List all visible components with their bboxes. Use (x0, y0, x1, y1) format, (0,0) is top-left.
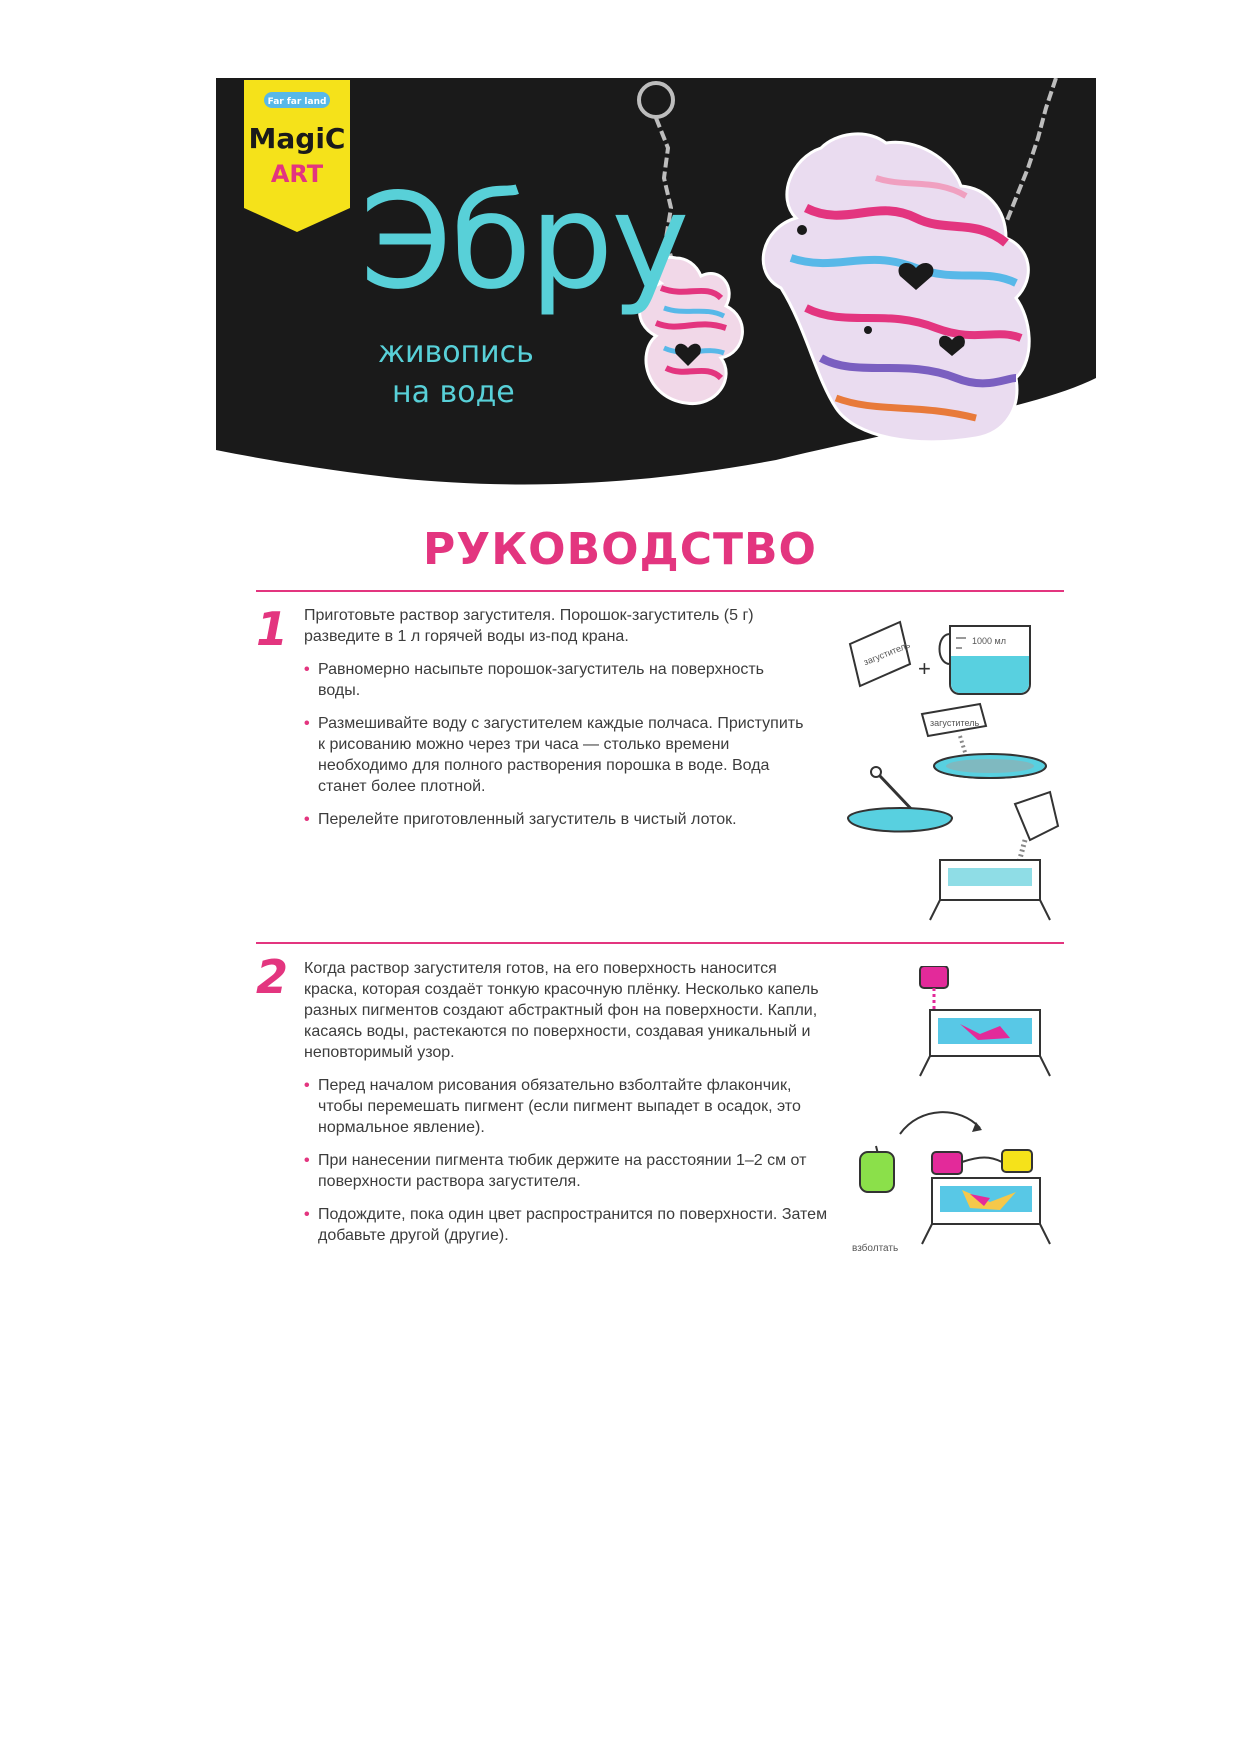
logo-magic-text: MagiC (248, 122, 346, 155)
step-1-number: 1 (256, 602, 289, 656)
guide-title: РУКОВОДСТВО (423, 524, 817, 575)
step-1-bullets (304, 659, 804, 830)
svg-text:+: + (918, 656, 931, 681)
subtitle-line-2: на воде (392, 375, 515, 410)
step-2-intro: Когда раствор загустителя готов, на его поверхность наносится краска, которая создаёт тонкую красочную плёнку. Несколько капель разных пигментов создают абстрактный фон на поверхности. Капли, касаясь воды, растекаются по поверхности, создавая уникальный и неповторимый узор. (304, 960, 819, 1061)
logo-art-text: ART (270, 160, 324, 188)
divider (256, 942, 1064, 944)
step-2-illustrations (850, 966, 1060, 1256)
svg-text:1000 мл: 1000 мл (972, 636, 1006, 646)
divider (256, 590, 1064, 592)
subtitle-line-1: живопись (378, 335, 534, 370)
list-item: • Подождите, пока один цвет распространится по поверхности. Затем добавьте другой (другие). (304, 1206, 828, 1244)
pour-powder-icon (922, 704, 1046, 778)
shake-label: взболтать (852, 1243, 899, 1254)
logo-badge-icon (244, 80, 350, 232)
step-1-content (304, 605, 804, 830)
step-2-number: 2 (256, 950, 289, 1004)
list-item: • Перед началом рисования обязательно взболтайте флакончик, чтобы перемешать пигмент (если пигмент выпадет в осадок, это нормальное явление). (304, 1077, 801, 1136)
svg-text:загуститель: загуститель (862, 639, 912, 668)
step-1-intro: Приготовьте раствор загустителя. Порошок-загуститель (5 г) разведите в 1 л горячей воды из-под крана. (304, 607, 754, 645)
logo-top-text: Far far land (267, 97, 327, 107)
step-1-illustrations (840, 604, 1060, 924)
list-item: • Размешивайте воду с загустителем каждые полчаса. Приступить к рисованию можно через три часа — столько времени необходимо для полного растворения порошка в воде. Вода станет более плотной. (304, 715, 804, 795)
list-item: • Равномерно насыпьте порошок-загуститель на поверхность воды. (304, 661, 765, 699)
list-item: • При нанесении пигмента тюбик держите на расстоянии 1–2 см от поверхности раствора загустителя. (304, 1152, 807, 1190)
measuring-jug-icon (940, 626, 1031, 694)
paint-tray-icon (920, 966, 1050, 1076)
svg-text:загуститель: загуститель (930, 718, 980, 728)
page-title: Эбру (360, 165, 688, 319)
stirring-tray-icon (848, 767, 952, 832)
step-2-content (304, 958, 834, 1246)
step-2-bullets (304, 1075, 834, 1246)
pouring-tray-icon (930, 792, 1058, 920)
list-item: • Перелейте приготовленный загуститель в чистый лоток. (304, 811, 737, 828)
powder-packet-icon (850, 622, 912, 686)
brand-logo (244, 80, 350, 232)
paint-tray-2-icon (922, 1150, 1050, 1244)
